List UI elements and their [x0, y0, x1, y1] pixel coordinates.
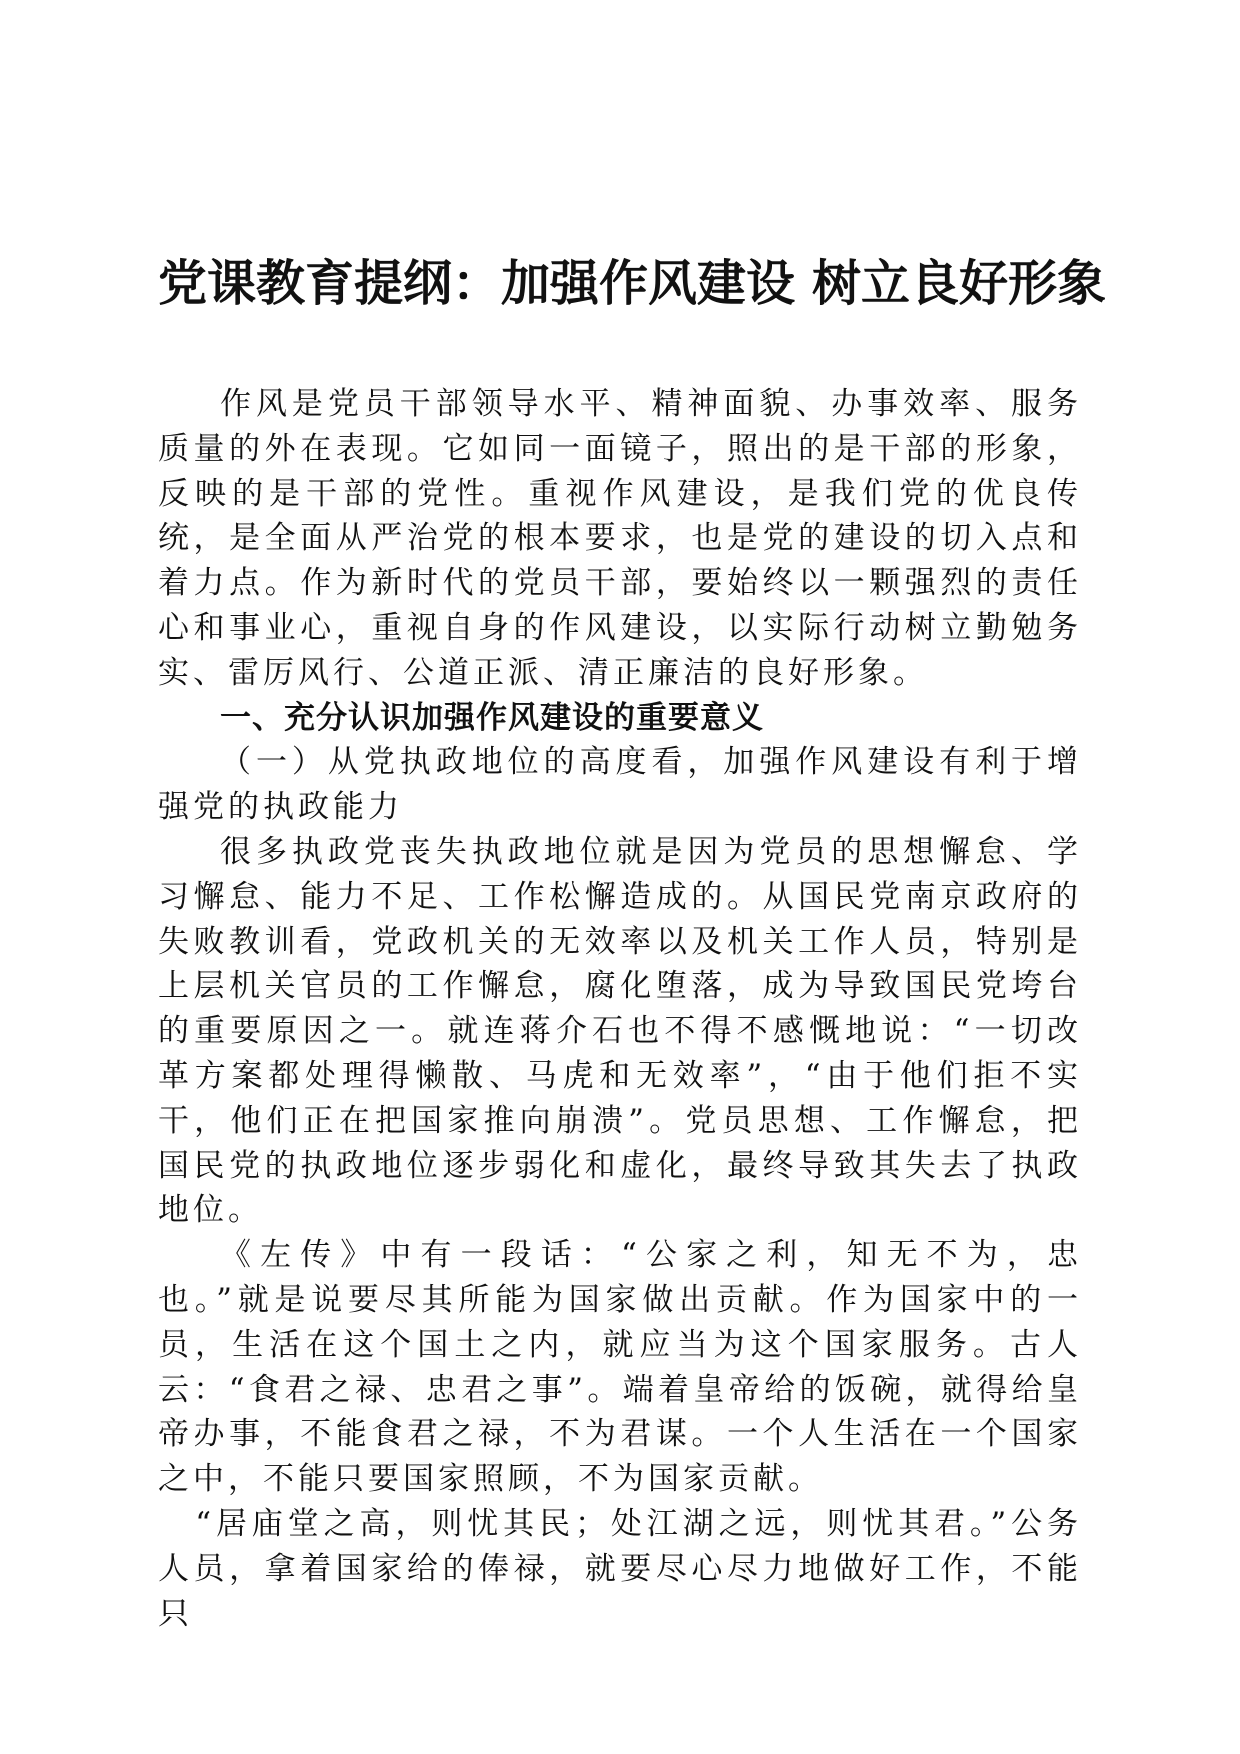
section-heading-1: 一、充分认识加强作风建设的重要意义 [220, 699, 764, 736]
body-paragraph-3: “居庙堂之高，则忧其民；处江湖之远，则忧其君。”公务人员，拿着国家给的俸禄，就要尽心尽力地做好工作，不能只 [158, 1505, 1082, 1632]
body-paragraph-1: 很多执政党丧失执政地位就是因为党员的思想懈怠、学习懈怠、能力不足、工作松懈造成的。从国民党南京政府的失败教训看，党政机关的无效率以及机关工作人员，特别是上层机关官员的工作懈怠，腐化堕落，成为导致国民党垮台的重要原因之一。就连蒋介石也不得不感慨地说：“一切改革方案都处理得懒散、马虎和无效率”，“由于他们拒不实干，他们正在把国家推向崩溃”。党员思想、工作懈怠，把国民党的执政地位逐步弱化和虚化，最终导致其失去了执政地位。 [158, 833, 1082, 1229]
body-paragraph-2: 《左传》中有一段话：“公家之利，知无不为，忠也。”就是说要尽其所能为国家做出贡献。作为国家中的一员，生活在这个国土之内，就应当为这个国家服务。古人云：“食君之禄、忠君之事”。端着皇帝给的饭碗，就得给皇帝办事，不能食君之禄，不为君谋。一个人生活在一个国家之中，不能只要国家照顾，不为国家贡献。 [158, 1237, 1082, 1498]
intro-paragraph: 作风是党员干部领导水平、精神面貌、办事效率、服务质量的外在表现。它如同一面镜子，照出的是干部的形象，反映的是干部的党性。重视作风建设，是我们党的优良传统，是全面从严治党的根本要求，也是党的建设的切入点和着力点。作为新时代的党员干部，要始终以一颗强烈的责任心和事业心，重视自身的作风建设，以实际行动树立勤勉务实、雷厉风行、公道正派、清正廉洁的良好形象。 [158, 386, 1082, 691]
document-title: 党课教育提纲：加强作风建设 树立良好形象 [158, 254, 1107, 312]
subsection-heading-1: （一）从党执政地位的高度看，加强作风建设有利于增强党的执政能力 [158, 744, 1082, 826]
document-body [158, 382, 1082, 1636]
